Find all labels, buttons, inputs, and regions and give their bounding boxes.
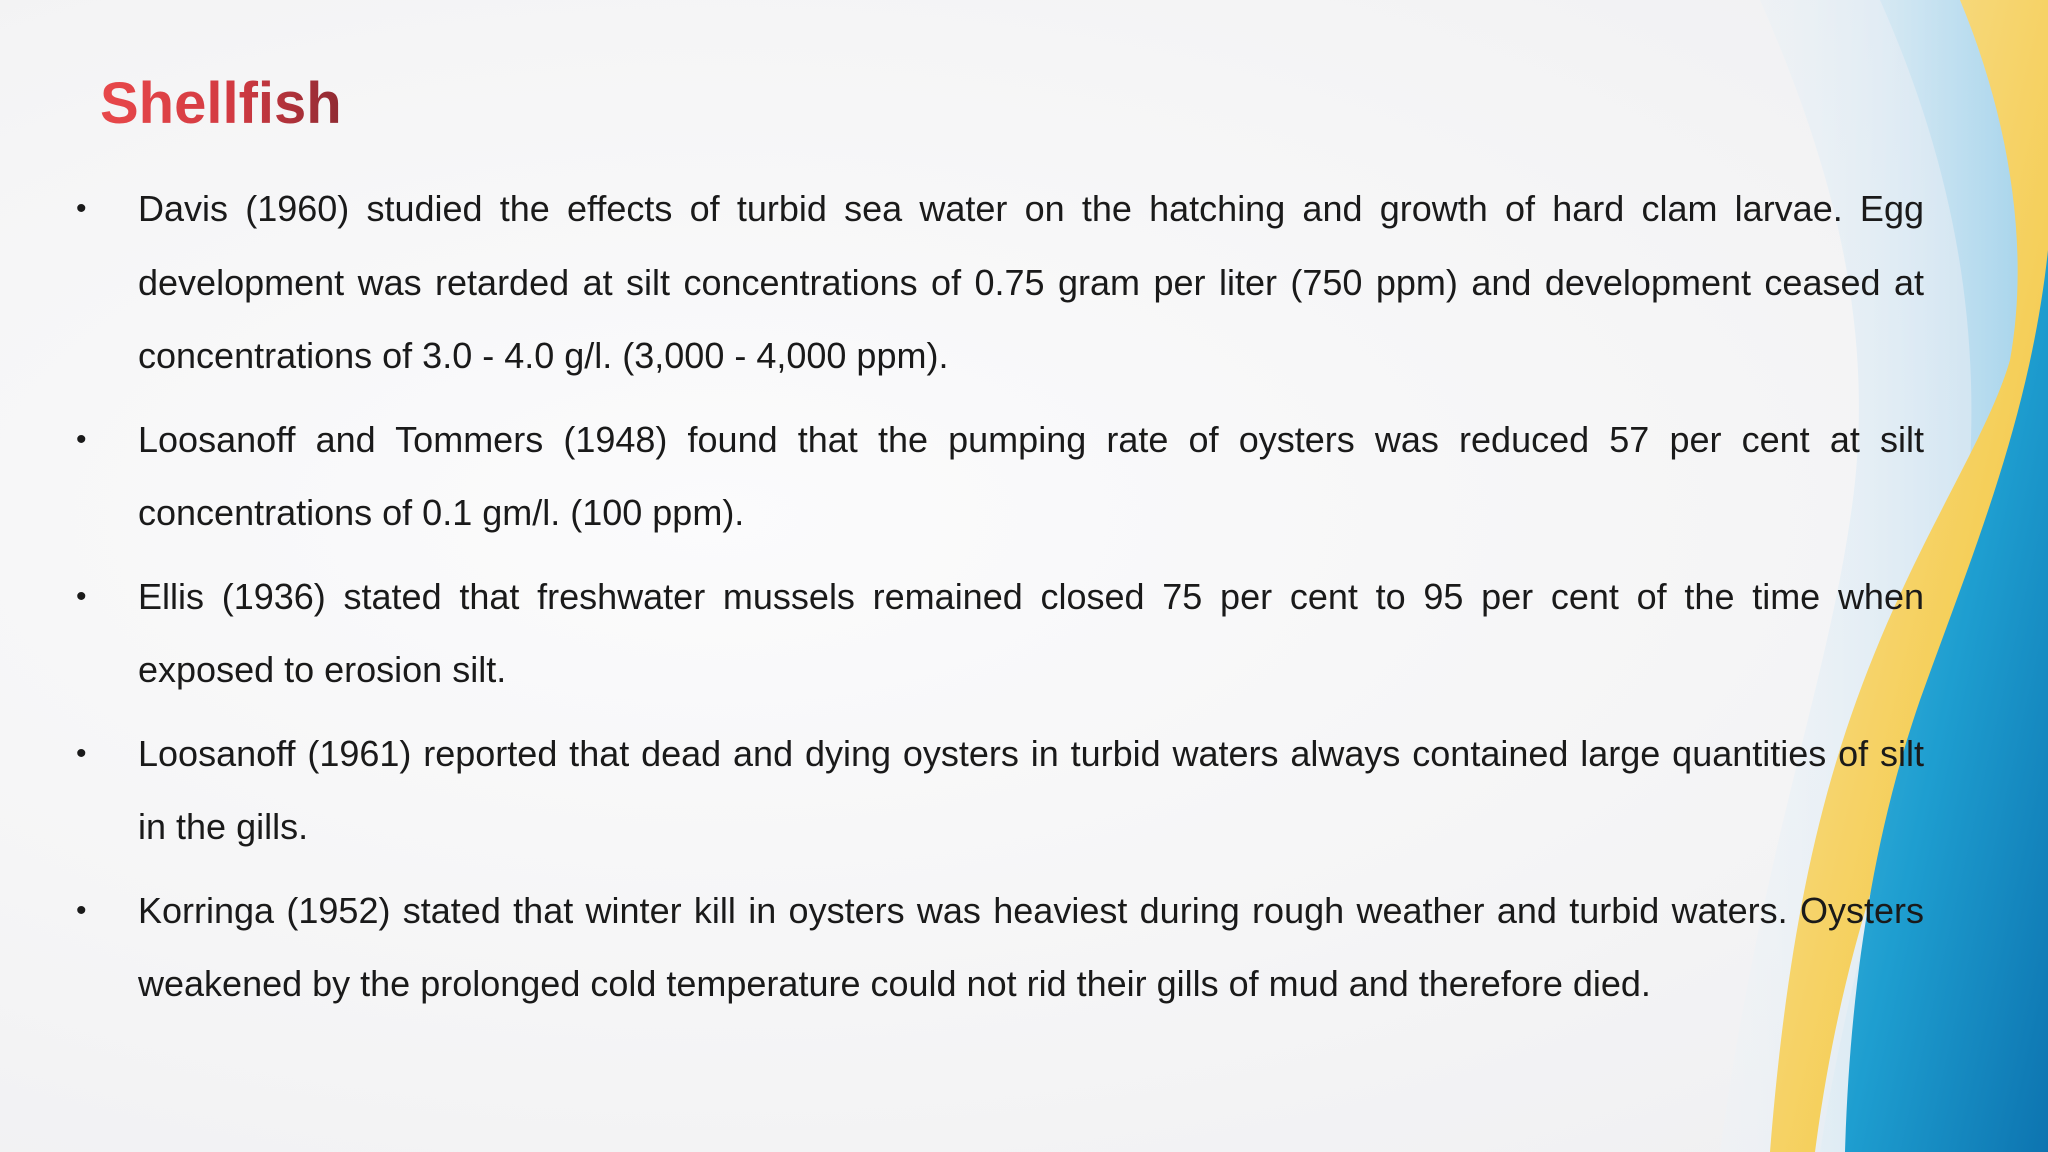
bullet-marker: • — [76, 736, 87, 770]
bullet-marker: • — [76, 579, 87, 613]
list-item — [76, 874, 1924, 1021]
bullet-text: Korringa (1952) stated that winter kill in oysters was heaviest during rough weather and turbid waters. Oysters weakened by the prolonged cold temperature could not rid their gills of mud and therefore died. — [138, 889, 1924, 1004]
bullet-text: Davis (1960) studied the effects of turbid sea water on the hatching and growth of hard clam larvae. Egg development was retarded at silt concentrations of 0.75 gram per liter (750 ppm) and development ceased at concentrations of 3.0 - 4.0 g/l. (3,000 - 4,000 ppm). — [138, 188, 1924, 376]
bullet-marker: • — [76, 893, 87, 927]
bullet-text: Loosanoff and Tommers (1948) found that the pumping rate of oysters was reduced 57 per cent at silt concentrations of 0.1 gm/l. (100 ppm). — [138, 418, 1924, 533]
bullet-list — [76, 172, 1924, 1031]
list-item — [76, 172, 1924, 393]
bullet-text: Ellis (1936) stated that freshwater mussels remained closed 75 per cent to 95 per cent of the time when exposed to erosion silt. — [138, 575, 1924, 690]
bullet-text: Loosanoff (1961) reported that dead and dying oysters in turbid waters always contained large quantities of silt in the gills. — [138, 732, 1924, 847]
list-item — [76, 560, 1924, 707]
bullet-marker: • — [76, 422, 87, 456]
list-item — [76, 403, 1924, 550]
bullet-marker: • — [76, 192, 87, 225]
list-item — [76, 717, 1924, 864]
slide-title: Shellfish — [100, 66, 342, 142]
